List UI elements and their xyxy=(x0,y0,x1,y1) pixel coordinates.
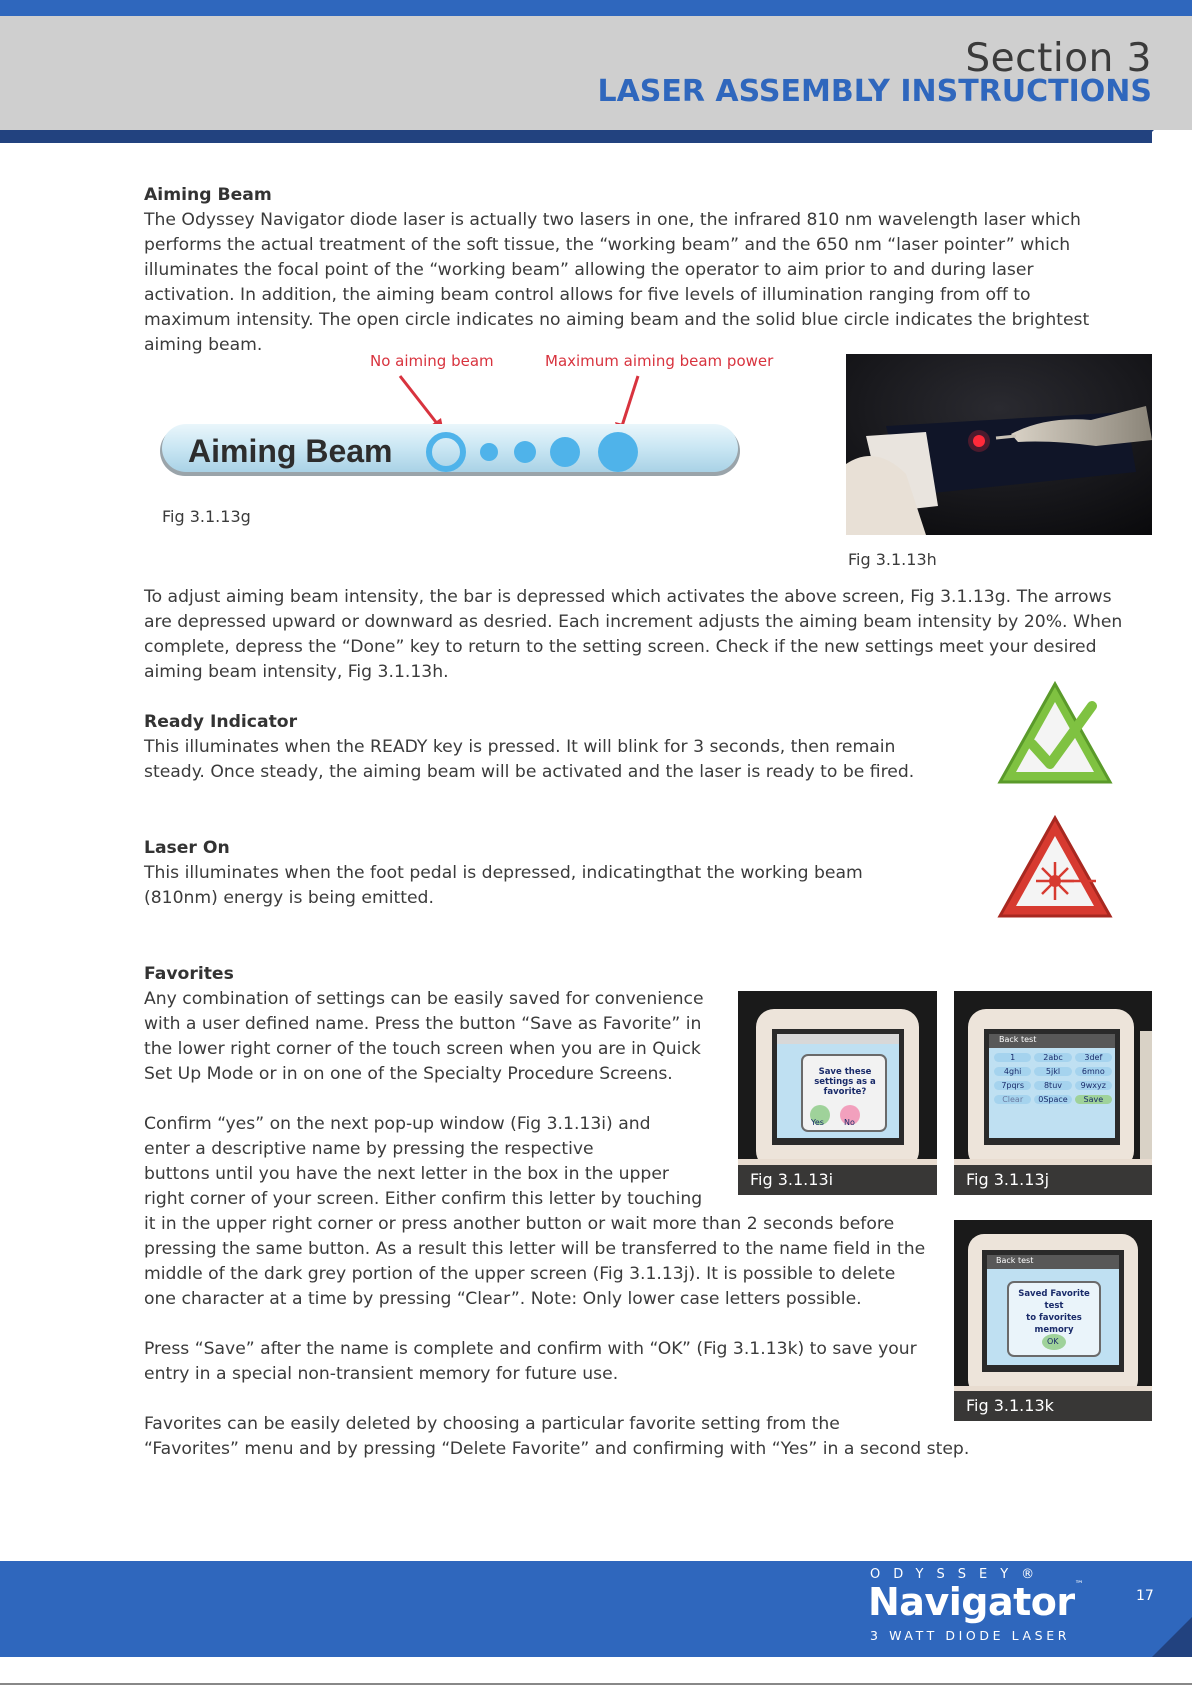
favorites-save-text: Press “Save” after the name is complete and confirm with “OK” (Fig 3.1.13k) to save your entry in a special non-transient memory for future use. xyxy=(144,1339,917,1384)
key-5: 5jkl xyxy=(1034,1067,1071,1076)
key-space: 0Space xyxy=(1034,1095,1071,1104)
footer-tail xyxy=(1152,1617,1192,1657)
beam-level-2-icon xyxy=(514,441,536,463)
header-stripe-tail xyxy=(1140,130,1154,143)
aiming-beam-heading: Aiming Beam xyxy=(144,185,272,205)
beam-level-3-icon xyxy=(550,437,580,467)
keypad-title: Back test xyxy=(999,1035,1037,1044)
popup-save-text: Save these settings as a favorite? xyxy=(814,1067,876,1097)
aiming-beam-photo xyxy=(846,354,1152,535)
key-8: 8tuv xyxy=(1034,1081,1071,1090)
favorites-delete-text: Favorites can be easily deleted by choosing a particular favorite setting from the “Favorites” menu and by pressing “Delete Favorite” and confirming with “Yes” in a second step. xyxy=(144,1414,970,1459)
key-3: 3def xyxy=(1075,1053,1112,1062)
laser-on-heading: Laser On xyxy=(144,838,230,858)
label-no-aiming-beam: No aiming beam xyxy=(370,352,494,370)
fig-caption-k: Fig 3.1.13k xyxy=(954,1391,1152,1421)
popup-no: No xyxy=(844,1118,855,1127)
key-4: 4ghi xyxy=(994,1067,1031,1076)
ready-check-icon xyxy=(996,678,1114,788)
device-photo-k xyxy=(954,1220,1152,1421)
brand-subtitle: 3 WATT DIODE LASER xyxy=(870,1628,1070,1643)
aiming-beam-adjust-text: To adjust aiming beam intensity, the bar is depressed which activates the above screen, Fig 3.1.13g. The arrows are depressed upward or downward as desried. Each increment adjusts the aiming beam intensity by 20%. When complete, depress the “Done” key to return to the setting screen. Check if the new settings meet your desired aiming beam intensity, Fig 3.1.13h. xyxy=(144,587,1123,682)
favorites-confirm-text: Confirm “yes” on the next pop-up window (Fig 3.1.13i) and enter a descriptive name by pressing the respective buttons until you have the next letter in the box in the upper right corner of your screen. Either confirm this letter by touching it in the upper right corner or press another button or wait more than 2 seconds before pressing the same button. As a result this letter will be transferred to the name field in the middle of the dark grey portion of the upper screen (Fig 3.1.13j). It is possible to delete one character at a time by pressing “Clear”. Note: Only lower case letters possible. xyxy=(144,1114,926,1309)
header-stripe xyxy=(0,130,1152,143)
beam-level-4-icon xyxy=(598,432,638,472)
aiming-beam-body: The Odyssey Navigator diode laser is actually two lasers in one, the infrared 810 nm wavelength laser which performs the actual treatment of the soft tissue, the “working beam” and the 650 nm “laser pointer” which illuminates the focal point of the “working beam” allowing the operator to aim prior to and during laser activation. In addition, the aiming beam control allows for five levels of illumination ranging from off to maximum intensity. The open circle indicates no aiming beam and the solid blue circle indicates the brightest aiming beam. xyxy=(144,210,1090,355)
page-number: 17 xyxy=(1136,1588,1154,1604)
key-2: 2abc xyxy=(1034,1053,1071,1062)
section-number: Section 3 xyxy=(965,36,1152,81)
key-save: Save xyxy=(1075,1095,1112,1104)
device-photo-i xyxy=(738,991,937,1195)
beam-level-1-icon xyxy=(480,443,498,461)
fig-caption-i: Fig 3.1.13i xyxy=(738,1165,937,1195)
ready-indicator-text: This illuminates when the READY key is pressed. It will blink for 3 seconds, then remain steady. Once steady, the aiming beam will be activated and the laser is ready to be fired. xyxy=(144,737,915,782)
laser-warning-icon xyxy=(996,812,1114,922)
key-7: 7pqrs xyxy=(994,1081,1031,1090)
keypad xyxy=(994,1053,1112,1104)
brand-navigator-logo: Navigator™ xyxy=(868,1580,1084,1624)
key-clear: Clear xyxy=(994,1095,1031,1104)
favorites-intro: Any combination of settings can be easily saved for convenience with a user defined name. Press the button “Save as Favorite” in the lower right corner of the touch screen when you are in Quick Set Up Mode or in on one of the Specialty Procedure Screens. xyxy=(144,989,704,1084)
aiming-beam-control-figure xyxy=(158,420,742,482)
popup-yes: Yes xyxy=(811,1118,824,1127)
label-max-aiming-beam: Maximum aiming beam power xyxy=(545,352,774,370)
fig-caption-g: Fig 3.1.13g xyxy=(162,507,251,526)
saved-ok: OK xyxy=(1047,1337,1059,1346)
key-6: 6mno xyxy=(1075,1067,1112,1076)
favorites-heading: Favorites xyxy=(144,964,234,984)
key-9: 9wxyz xyxy=(1075,1081,1112,1090)
saved-message: Saved Favorite test to favorites memory xyxy=(1018,1289,1090,1335)
ready-indicator-heading: Ready Indicator xyxy=(144,712,298,732)
device-photo-j xyxy=(954,991,1152,1195)
brand-odyssey: ODYSSEY® xyxy=(870,1567,1048,1582)
fig-caption-j: Fig 3.1.13j xyxy=(954,1165,1152,1195)
saved-title: Back test xyxy=(996,1256,1034,1265)
fig-caption-h: Fig 3.1.13h xyxy=(848,550,937,569)
laser-on-text: This illuminates when the foot pedal is depressed, indicatingthat the working beam (810nm) energy is being emitted. xyxy=(144,863,863,908)
section-title: LASER ASSEMBLY INSTRUCTIONS xyxy=(597,74,1152,109)
header-top-bar xyxy=(0,0,1192,16)
aiming-beam-bar-label: Aiming Beam xyxy=(188,433,393,469)
key-1: 1 xyxy=(994,1053,1031,1062)
